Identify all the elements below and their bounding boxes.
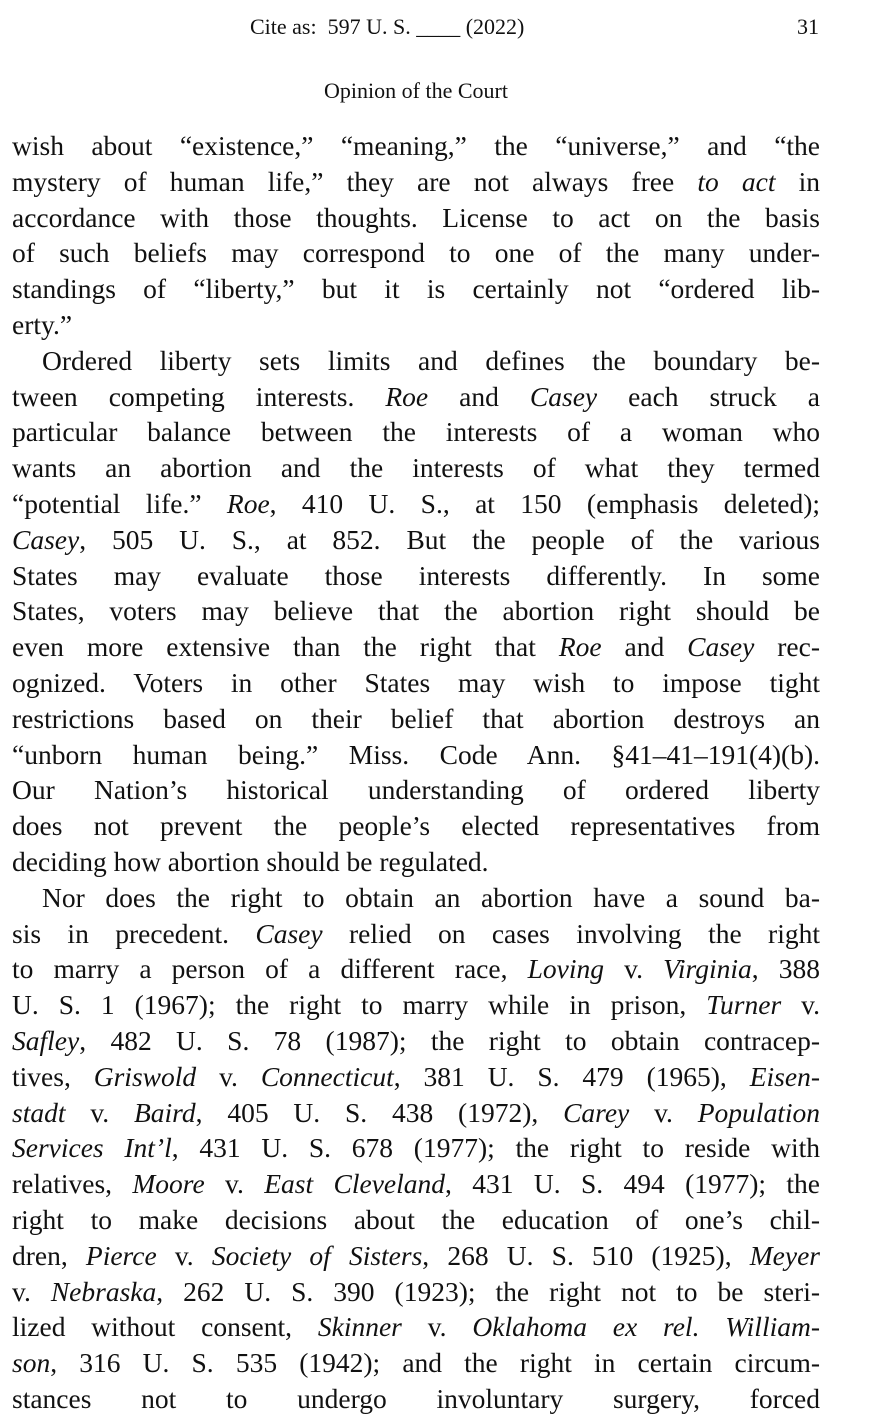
text-line: restrictions based on their belief that abortion destroys an bbox=[12, 702, 820, 734]
text-line: standings of “liberty,” but it is certainly not “ordered lib- bbox=[12, 273, 820, 305]
text-line: accordance with those thoughts. License to act on the basis bbox=[12, 201, 820, 233]
text-line: dren, Pierce v. Society of Sisters, 268 U. S. 510 (1925), Meyer bbox=[12, 1239, 820, 1271]
text-line: v. Nebraska, 262 U. S. 390 (1923); the right not to be steri- bbox=[12, 1275, 820, 1307]
text-line: particular balance between the interests of a woman who bbox=[12, 416, 820, 448]
paragraph-end-line: deciding how abortion should be regulated. bbox=[12, 845, 489, 877]
text-line: Services Int’l, 431 U. S. 678 (1977); the right to reside with bbox=[12, 1132, 821, 1164]
paragraph-start-line: Nor does the right to obtain an abortion have a sound ba- bbox=[42, 881, 820, 913]
text-line: even more extensive than the right that Roe and Casey rec- bbox=[12, 631, 820, 663]
section-heading: Opinion of the Court bbox=[324, 78, 508, 103]
text-line: does not prevent the people’s elected representatives from bbox=[12, 810, 820, 842]
citation-header: Cite as: 597 U. S. ____ (2022) bbox=[250, 14, 525, 39]
text-line: Our Nation’s historical understanding of ordered liberty bbox=[12, 774, 820, 806]
text-line: ognized. Voters in other States may wish to impose tight bbox=[12, 666, 820, 698]
opinion-body bbox=[12, 128, 820, 1417]
text-line: relatives, Moore v. East Cleveland, 431 U. S. 494 (1977); the bbox=[12, 1168, 820, 1200]
text-line: tween competing interests. Roe and Casey each struck a bbox=[12, 380, 820, 412]
text-line: States may evaluate those interests differently. In some bbox=[12, 559, 820, 591]
text-line: to marry a person of a different race, Loving v. Virginia, 388 bbox=[12, 953, 821, 985]
text-line: lized without consent, Skinner v. Oklahoma ex rel. William- bbox=[12, 1311, 820, 1343]
text-line: stadt v. Baird, 405 U. S. 438 (1972), Carey v. Population bbox=[12, 1096, 820, 1128]
text-line: Casey, 505 U. S., at 852. But the people of the various bbox=[12, 523, 820, 555]
paragraph-end-line: erty.” bbox=[12, 308, 73, 340]
text-line: stances not to undergo involuntary surgery, forced bbox=[12, 1382, 820, 1414]
text-line: Safley, 482 U. S. 78 (1987); the right to obtain contracep- bbox=[12, 1024, 820, 1056]
paragraph-start-line: Ordered liberty sets limits and defines the boundary be- bbox=[42, 344, 820, 376]
page-number: 31 bbox=[797, 14, 819, 39]
text-line: U. S. 1 (1967); the right to marry while in prison, Turner v. bbox=[12, 989, 820, 1021]
text-line: wish about “existence,” “meaning,” the “universe,” and “the bbox=[12, 130, 820, 161]
text-line: “potential life.” Roe, 410 U. S., at 150 (emphasis deleted); bbox=[12, 487, 820, 519]
running-head bbox=[0, 12, 872, 42]
text-line: son, 316 U. S. 535 (1942); and the right in certain circum- bbox=[12, 1347, 820, 1379]
text-line: tives, Griswold v. Connecticut, 381 U. S. 479 (1965), Eisen- bbox=[12, 1060, 820, 1092]
text-line: “unborn human being.” Miss. Code Ann. §41–41–191(4)(b). bbox=[12, 738, 820, 770]
text-line: States, voters may believe that the abortion right should be bbox=[12, 595, 820, 627]
text-line: wants an abortion and the interests of what they termed bbox=[12, 452, 820, 484]
text-line: sis in precedent. Casey relied on cases involving the right bbox=[12, 917, 820, 949]
text-line: of such beliefs may correspond to one of the many under- bbox=[12, 237, 820, 269]
text-line: right to make decisions about the education of one’s chil- bbox=[12, 1203, 820, 1235]
text-line: mystery of human life,” they are not always free to act in bbox=[12, 165, 820, 197]
